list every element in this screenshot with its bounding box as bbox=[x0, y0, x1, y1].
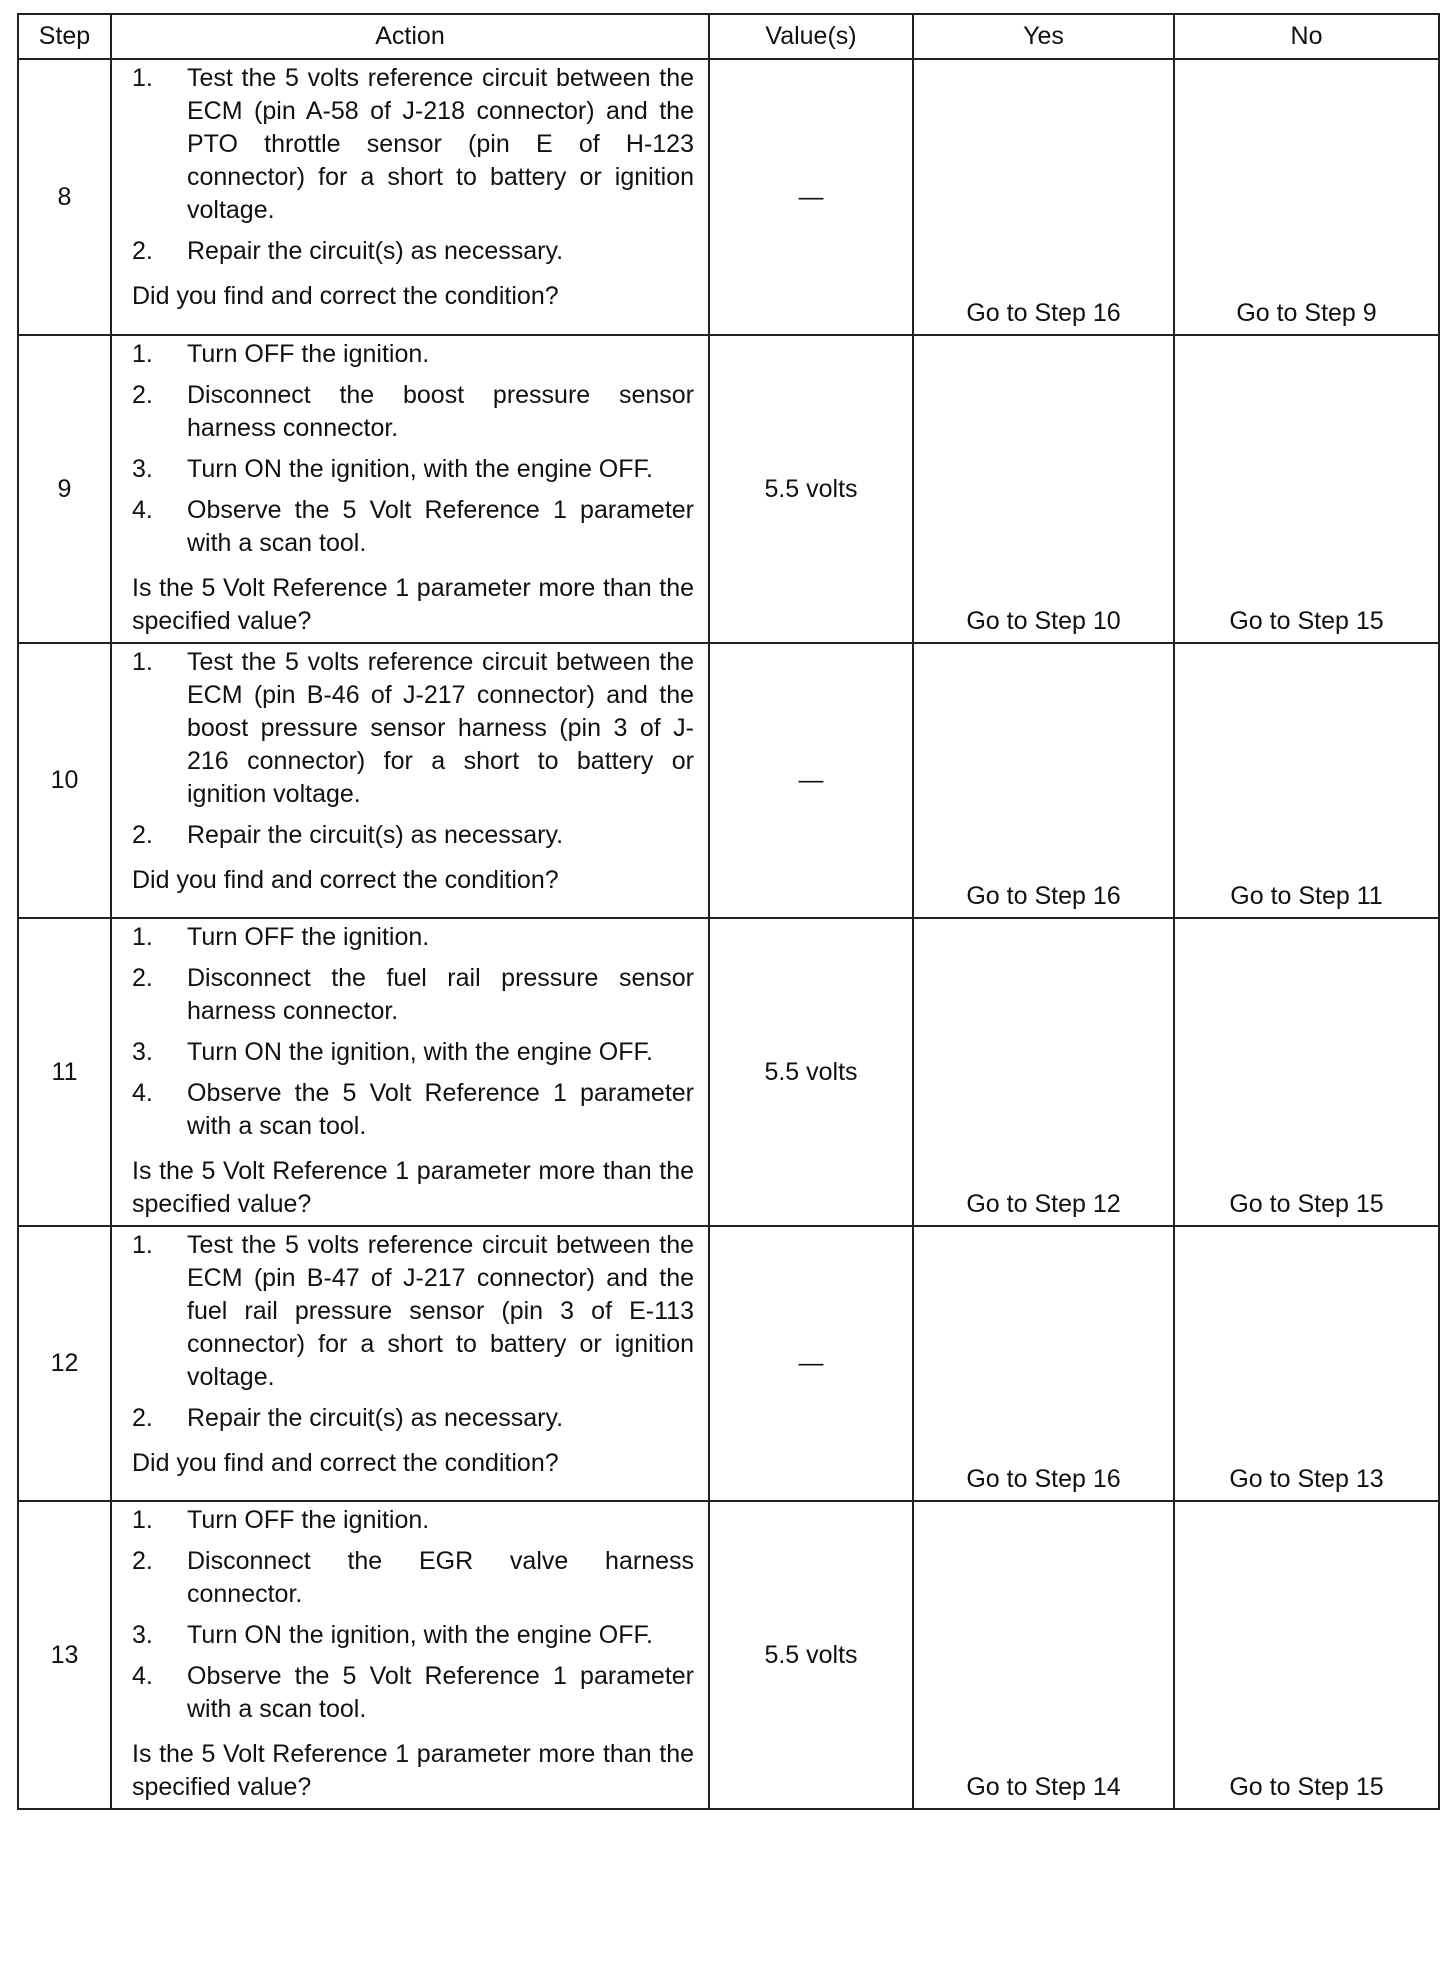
header-action: Action bbox=[111, 14, 709, 59]
action-item-number: 2. bbox=[132, 237, 153, 265]
action-item bbox=[132, 235, 694, 268]
action-item-text: Turn ON the ignition, with the engine OFF. bbox=[187, 455, 653, 483]
action-item bbox=[132, 338, 694, 371]
action-question: Is the 5 Volt Reference 1 parameter more than the specified value? bbox=[132, 1157, 694, 1218]
value-cell: — bbox=[709, 59, 913, 335]
action-item-number: 2. bbox=[132, 964, 153, 992]
action-cell bbox=[111, 643, 709, 918]
action-item-text: Turn OFF the ignition. bbox=[187, 340, 430, 368]
action-item bbox=[132, 62, 694, 227]
action-item-text: Disconnect the fuel rail pressure sensor harness connector. bbox=[187, 964, 694, 1025]
action-item-number: 4. bbox=[132, 1662, 153, 1690]
action-item-text: Repair the circuit(s) as necessary. bbox=[187, 821, 564, 849]
action-item-text: Test the 5 volts reference circuit between the ECM (pin B-46 of J-217 connector) and the boost pressure sensor harness (pin 3 of J-216 connector) for a short to battery or ignition voltage. bbox=[187, 648, 694, 808]
action-item-text: Observe the 5 Volt Reference 1 parameter with a scan tool. bbox=[187, 1662, 694, 1723]
action-item bbox=[132, 819, 694, 852]
value-cell: 5.5 volts bbox=[709, 918, 913, 1226]
diagnostic-steps-table bbox=[17, 13, 1440, 1810]
header-values: Value(s) bbox=[709, 14, 913, 59]
header-step: Step bbox=[18, 14, 111, 59]
action-item-text: Observe the 5 Volt Reference 1 parameter with a scan tool. bbox=[187, 1079, 694, 1140]
header-no: No bbox=[1174, 14, 1439, 59]
action-item bbox=[132, 379, 694, 445]
action-list bbox=[132, 921, 694, 1143]
action-list bbox=[132, 62, 694, 268]
action-item bbox=[132, 1402, 694, 1435]
action-item-number: 3. bbox=[132, 455, 153, 483]
value-cell: 5.5 volts bbox=[709, 335, 913, 643]
yes-cell: Go to Step 14 bbox=[913, 1501, 1174, 1809]
table-row bbox=[18, 335, 1439, 643]
yes-cell: Go to Step 10 bbox=[913, 335, 1174, 643]
table-row bbox=[18, 918, 1439, 1226]
action-list bbox=[132, 1504, 694, 1726]
action-item-number: 2. bbox=[132, 821, 153, 849]
table-row bbox=[18, 643, 1439, 918]
action-item-text: Disconnect the boost pressure sensor harness connector. bbox=[187, 381, 694, 442]
action-item bbox=[132, 1229, 694, 1394]
action-item bbox=[132, 1619, 694, 1652]
action-item-text: Turn ON the ignition, with the engine OFF. bbox=[187, 1038, 653, 1066]
action-item bbox=[132, 646, 694, 811]
step-number: 11 bbox=[18, 918, 111, 1226]
action-question: Is the 5 Volt Reference 1 parameter more than the specified value? bbox=[132, 574, 694, 635]
action-item-text: Turn OFF the ignition. bbox=[187, 1506, 430, 1534]
action-item-text: Observe the 5 Volt Reference 1 parameter with a scan tool. bbox=[187, 496, 694, 557]
action-cell bbox=[111, 59, 709, 335]
action-item bbox=[132, 453, 694, 486]
action-cell bbox=[111, 1226, 709, 1501]
no-cell: Go to Step 11 bbox=[1174, 643, 1439, 918]
action-question: Is the 5 Volt Reference 1 parameter more than the specified value? bbox=[132, 1740, 694, 1801]
action-item bbox=[132, 1660, 694, 1726]
action-item-number: 1. bbox=[132, 1231, 153, 1259]
action-item-number: 1. bbox=[132, 340, 153, 368]
action-item-number: 3. bbox=[132, 1038, 153, 1066]
action-question: Did you find and correct the condition? bbox=[132, 1449, 559, 1477]
action-item bbox=[132, 1036, 694, 1069]
action-item-number: 4. bbox=[132, 496, 153, 524]
action-item bbox=[132, 921, 694, 954]
table-header-row bbox=[18, 14, 1439, 59]
step-number: 10 bbox=[18, 643, 111, 918]
action-item-number: 4. bbox=[132, 1079, 153, 1107]
yes-cell: Go to Step 16 bbox=[913, 1226, 1174, 1501]
action-item-text: Disconnect the EGR valve harness connector. bbox=[187, 1547, 694, 1608]
step-number: 13 bbox=[18, 1501, 111, 1809]
table-row bbox=[18, 1226, 1439, 1501]
action-item-number: 1. bbox=[132, 1506, 153, 1534]
action-list bbox=[132, 646, 694, 852]
yes-cell: Go to Step 12 bbox=[913, 918, 1174, 1226]
action-item-text: Repair the circuit(s) as necessary. bbox=[187, 237, 564, 265]
no-cell: Go to Step 15 bbox=[1174, 918, 1439, 1226]
action-item bbox=[132, 962, 694, 1028]
action-item-number: 2. bbox=[132, 1547, 153, 1575]
action-item bbox=[132, 1077, 694, 1143]
step-number: 8 bbox=[18, 59, 111, 335]
action-item-number: 1. bbox=[132, 648, 153, 676]
table-row bbox=[18, 59, 1439, 335]
action-item-text: Turn OFF the ignition. bbox=[187, 923, 430, 951]
action-item bbox=[132, 1545, 694, 1611]
action-cell bbox=[111, 335, 709, 643]
no-cell: Go to Step 15 bbox=[1174, 1501, 1439, 1809]
step-number: 9 bbox=[18, 335, 111, 643]
action-item-text: Turn ON the ignition, with the engine OFF. bbox=[187, 1621, 653, 1649]
action-cell bbox=[111, 918, 709, 1226]
action-item-number: 1. bbox=[132, 64, 153, 92]
value-cell: 5.5 volts bbox=[709, 1501, 913, 1809]
yes-cell: Go to Step 16 bbox=[913, 59, 1174, 335]
no-cell: Go to Step 13 bbox=[1174, 1226, 1439, 1501]
table-row bbox=[18, 1501, 1439, 1809]
action-item bbox=[132, 494, 694, 560]
action-item-number: 3. bbox=[132, 1621, 153, 1649]
header-yes: Yes bbox=[913, 14, 1174, 59]
action-question: Did you find and correct the condition? bbox=[132, 866, 559, 894]
action-item-text: Test the 5 volts reference circuit between the ECM (pin A-58 of J-218 connector) and the PTO throttle sensor (pin E of H-123 connector) for a short to battery or ignition voltage. bbox=[187, 64, 694, 224]
yes-cell: Go to Step 16 bbox=[913, 643, 1174, 918]
action-list bbox=[132, 1229, 694, 1435]
action-item-text: Repair the circuit(s) as necessary. bbox=[187, 1404, 564, 1432]
action-item-number: 2. bbox=[132, 381, 153, 409]
action-cell bbox=[111, 1501, 709, 1809]
action-list bbox=[132, 338, 694, 560]
value-cell: — bbox=[709, 643, 913, 918]
action-item-number: 2. bbox=[132, 1404, 153, 1432]
value-cell: — bbox=[709, 1226, 913, 1501]
action-item bbox=[132, 1504, 694, 1537]
action-item-text: Test the 5 volts reference circuit between the ECM (pin B-47 of J-217 connector) and the fuel rail pressure sensor (pin 3 of E-113 connector) for a short to battery or ignition voltage. bbox=[187, 1231, 694, 1391]
no-cell: Go to Step 15 bbox=[1174, 335, 1439, 643]
step-number: 12 bbox=[18, 1226, 111, 1501]
action-item-number: 1. bbox=[132, 923, 153, 951]
action-question: Did you find and correct the condition? bbox=[132, 282, 559, 310]
no-cell: Go to Step 9 bbox=[1174, 59, 1439, 335]
